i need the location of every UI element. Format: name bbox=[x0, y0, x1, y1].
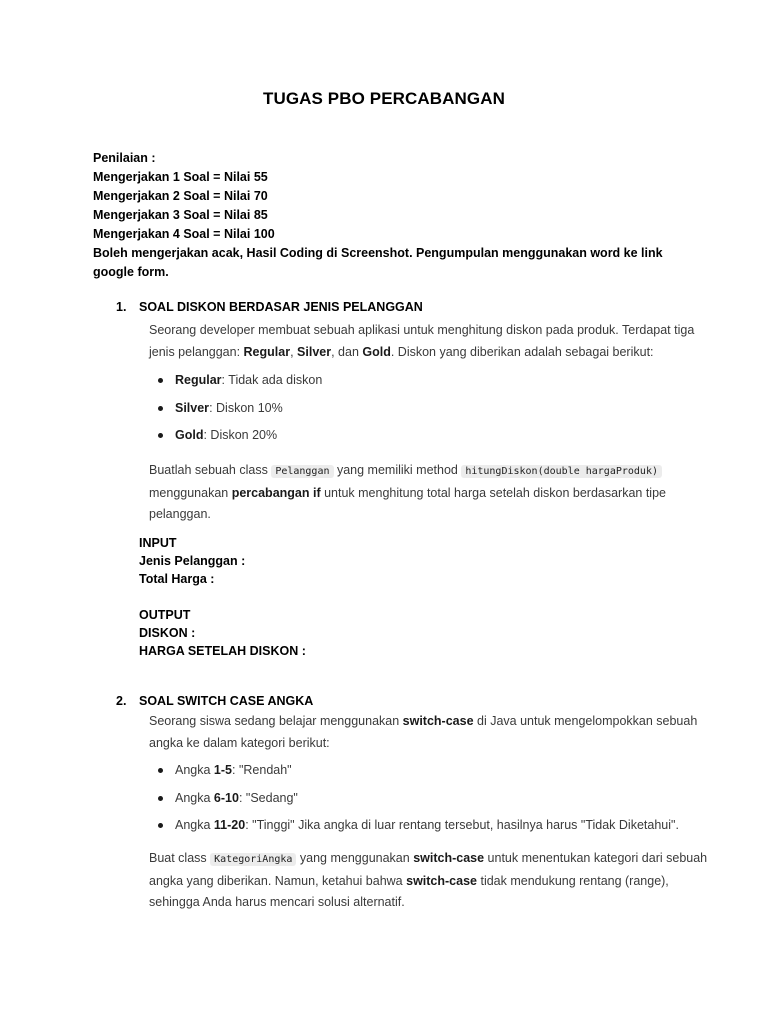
text: : "Rendah" bbox=[232, 763, 292, 777]
inline-code: hitungDiskon(double hargaProduk) bbox=[461, 465, 662, 478]
text: Buatlah sebuah class bbox=[149, 463, 272, 477]
bold-text: Gold bbox=[175, 428, 204, 442]
section-1-task bbox=[149, 460, 719, 526]
text: yang memiliki method bbox=[333, 463, 462, 477]
section-1-heading bbox=[116, 300, 423, 314]
section-title: SOAL SWITCH CASE ANGKA bbox=[139, 694, 314, 708]
grading-line: Mengerjakan 1 Soal = Nilai 55 bbox=[93, 170, 268, 184]
output-label: OUTPUT bbox=[139, 608, 191, 622]
instructions-line: Boleh mengerjakan acak, Hasil Coding di Screenshot. Pengumpulan menggunakan word ke link bbox=[93, 246, 663, 260]
text: : "Sedang" bbox=[238, 790, 298, 805]
text: untuk menghitung total harga setelah diskon berdasarkan tipe pelanggan. bbox=[149, 485, 666, 521]
text: menggunakan bbox=[149, 485, 232, 500]
spacer bbox=[139, 588, 306, 606]
bold-text: Silver bbox=[175, 400, 210, 415]
list-item bbox=[149, 789, 729, 817]
text: Angka bbox=[175, 790, 214, 805]
text: di Java untuk mengelompokkan sebuah angka ke dalam kategori berikut: bbox=[149, 714, 698, 750]
list-item bbox=[149, 761, 729, 789]
bold-text: switch-case bbox=[402, 714, 474, 728]
bold-text: percabangan if bbox=[231, 485, 321, 500]
bold-text: Regular bbox=[175, 373, 222, 387]
text: Angka bbox=[175, 763, 214, 777]
input-label: INPUT bbox=[139, 536, 177, 550]
discount-list bbox=[149, 371, 729, 454]
text: : Tidak ada diskon bbox=[221, 373, 323, 387]
bold-text: 6-10 bbox=[213, 790, 239, 805]
text: : "Tinggi" Jika angka di luar rentang tersebut, hasilnya harus "Tidak Diketahui". bbox=[245, 818, 679, 832]
category-list bbox=[149, 761, 729, 844]
section-1-description bbox=[149, 320, 719, 363]
list-item bbox=[149, 816, 729, 844]
bold-text: switch-case bbox=[413, 851, 485, 865]
section-2-task bbox=[149, 848, 719, 914]
page-title: TUGAS PBO PERCABANGAN bbox=[262, 89, 505, 108]
output-field-label: DISKON : bbox=[139, 626, 196, 640]
text: Seorang siswa sedang belajar menggunakan bbox=[149, 714, 403, 728]
text: tidak mendukung rentang (range), sehingga Anda harus mencari solusi alternatif. bbox=[149, 873, 669, 909]
section-number: 1. bbox=[116, 300, 127, 314]
list-item bbox=[149, 371, 729, 399]
input-field-label: Total Harga : bbox=[139, 572, 215, 586]
inline-code: Pelanggan bbox=[271, 465, 333, 478]
instructions-line: google form. bbox=[93, 265, 169, 279]
bold-text: Regular bbox=[243, 344, 291, 359]
text: : Diskon 10% bbox=[209, 400, 283, 415]
bold-text: 1-5 bbox=[213, 763, 232, 777]
text: untuk menentukan kategori dari sebuah angka yang diberikan. Namun, ketahui bahwa bbox=[149, 851, 708, 888]
text: Angka bbox=[175, 818, 214, 832]
output-field-label: HARGA SETELAH DISKON : bbox=[139, 644, 306, 658]
section-2-description bbox=[149, 711, 719, 754]
input-field-label: Jenis Pelanggan : bbox=[139, 554, 246, 568]
text: . Diskon yang diberikan adalah sebagai berikut: bbox=[390, 344, 654, 359]
text: yang menggunakan bbox=[296, 851, 414, 865]
section-title: SOAL DISKON BERDASAR JENIS PELANGGAN bbox=[139, 300, 423, 314]
text: Buat class bbox=[149, 851, 211, 865]
list-item bbox=[149, 426, 729, 454]
text: : Diskon 20% bbox=[203, 428, 278, 442]
bold-text: Silver bbox=[297, 344, 332, 359]
grading-heading: Penilaian : bbox=[93, 151, 156, 165]
input-output-spec bbox=[139, 534, 306, 660]
list-item bbox=[149, 399, 729, 427]
grading-line: Mengerjakan 2 Soal = Nilai 70 bbox=[93, 189, 268, 203]
grading-line: Mengerjakan 3 Soal = Nilai 85 bbox=[93, 208, 268, 222]
text: , bbox=[290, 344, 298, 359]
bold-text: 11-20 bbox=[213, 818, 246, 832]
grading-line: Mengerjakan 4 Soal = Nilai 100 bbox=[93, 227, 275, 241]
inline-code: KategoriAngka bbox=[210, 853, 296, 866]
bold-text: Gold bbox=[362, 344, 391, 359]
grading-info bbox=[93, 149, 673, 282]
section-2-heading bbox=[116, 694, 313, 708]
section-number: 2. bbox=[116, 694, 127, 708]
text: Seorang developer membuat sebuah aplikasi untuk menghitung diskon pada produk. Terdapat tiga jenis pelanggan: bbox=[149, 323, 695, 359]
text: , dan bbox=[331, 344, 363, 359]
bold-text: switch-case bbox=[406, 873, 477, 888]
